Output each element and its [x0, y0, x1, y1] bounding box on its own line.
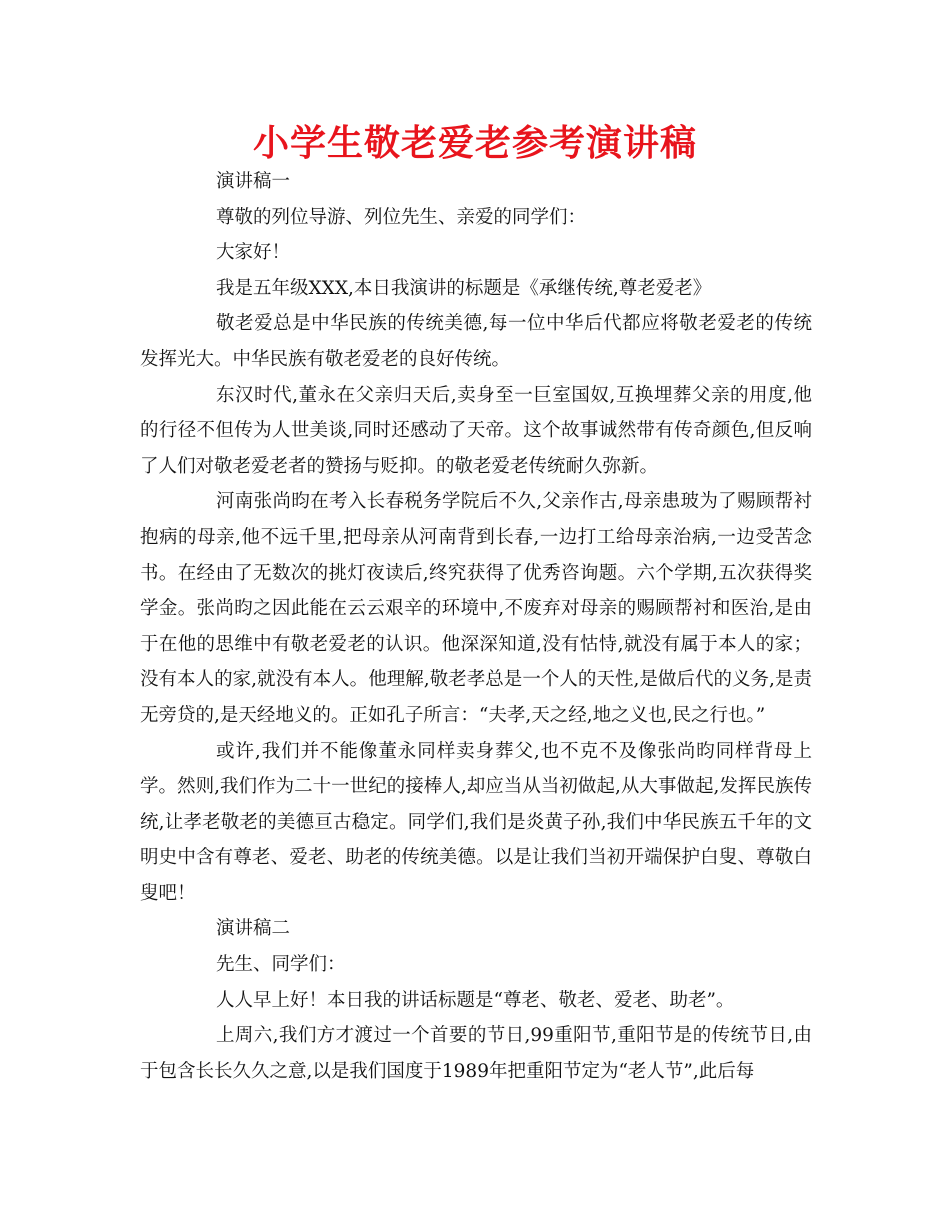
paragraph-introduction: 我是五年级XXX,本日我演讲的标题是《承继传统,尊老爱老》 — [216, 277, 712, 299]
paragraph-double-ninth: 上周六,我们方才渡过一个首要的节日,99重阳节,重阳节是的传统节日,由于包含长长久久之意,以是我们国度于1989年把重阳节定为“老人节”,此后每 — [140, 1025, 812, 1082]
document-body — [140, 164, 812, 1089]
paragraph-heading-speech-one: 演讲稿一 — [216, 171, 291, 192]
paragraph-zhang-shangyun: 河南张尚昀在考入长春税务学院后不久,父亲作古,母亲患玻为了赐顾帮衬抱病的母亲,他不远千里,把母亲从河南背到长春,一边打工给母亲治病,一边受苦念书。在经由了无数次的挑灯夜读后,终究获得了优秀咨询题。六个学期,五次获得奖学金。张尚昀之因此能在云云艰辛的环境中,不废弃对母亲的赐顾帮衬和医治,是由于在他的思维中有敬老爱老的认识。他深深知道,没有怙恃,就没有属于本人的家；没有本人的家,就没有本人。他理解,敬老孝总是一个人的天性,是做后代的义务,是责无旁贷的,是天经地义的。正如孔子所言：“夫孝,天之经,地之义也,民之行也。” — [140, 491, 812, 726]
paragraph-call-to-action: 或许,我们并不能像董永同样卖身葬父,也不克不及像张尚昀同样背母上学。然则,我们作为二十一世纪的接棒人,却应当从当初做起,从大事做起,发挥民族传统,让孝老敬老的美德亘古稳定。同学们,我们是炎黄子孙,我们中华民族五千年的文明史中含有尊老、爱老、助老的传统美德。以是让我们当初开端保护白叟、尊敬白叟吧！ — [140, 740, 812, 904]
paragraph-greeting: 大家好！ — [216, 242, 291, 264]
paragraph-salutation: 尊敬的列位导游、列位先生、亲爱的同学们： — [216, 206, 587, 228]
paragraph-salutation-two: 先生、同学们： — [216, 954, 346, 976]
paragraph-tradition: 敬老爱总是中华民族的传统美德,每一位中华后代都应将敬老爱老的传统发挥光大。中华民族有敬老爱老的良好传统。 — [140, 313, 812, 370]
paragraph-greeting-two: 人人早上好！本日我的讲话标题是“尊老、敬老、爱老、助老”。 — [216, 989, 735, 1011]
paragraph-heading-speech-two: 演讲稿二 — [216, 918, 291, 940]
paragraph-dong-yong: 东汉时代,董永在父亲归天后,卖身至一巨室国奴,互换埋葬父亲的用度,他的行径不但传为人世美谈,同时还感动了天帝。这个故事诚然带有传奇颜色,但反响了人们对敬老爱老者的赞扬与贬抑。的敬老爱老传统耐久弥新。 — [140, 384, 812, 477]
document-title: 小学生敬老爱老参考演讲稿 — [252, 123, 697, 164]
